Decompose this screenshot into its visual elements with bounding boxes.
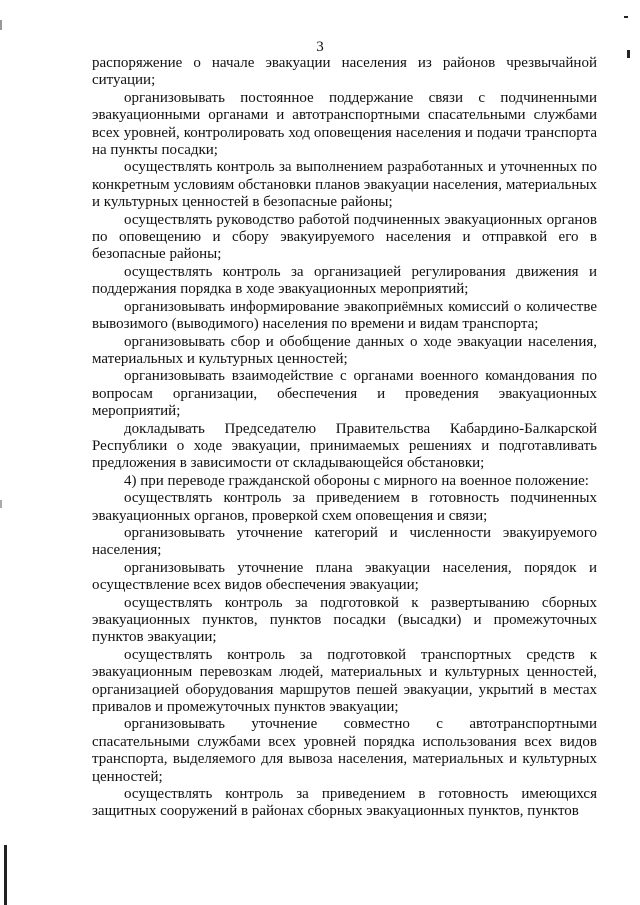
- paragraph: осуществлять контроль за подготовкой к развертыванию сборных эвакуационных пунктов, пунктов посадки (высадки) и промежуточных пунктов эвакуации;: [92, 594, 597, 646]
- paragraph: докладывать Председателю Правительства Кабардино-Балкарской Республики о ходе эвакуации, принимаемых решениях и подготавливать предложения в зависимости от складывающейся обстановки;: [92, 420, 597, 472]
- document-body: [92, 55, 597, 821]
- paragraph: организовывать сбор и обобщение данных о ходе эвакуации населения, материальных и культурных ценностей;: [92, 333, 597, 367]
- scan-edge-mark: [0, 20, 2, 30]
- paragraph: осуществлять руководство работой подчиненных эвакуационных органов по оповещению и сбору эвакуируемого населения и отправкой его в безопасные районы;: [92, 211, 597, 263]
- paragraph: осуществлять контроль за выполнением разработанных и уточненных по конкретным условиям обстановки планов эвакуации населения, материальных и культурных ценностей в безопасные районы;: [92, 159, 597, 211]
- list-item-heading: 4) при переводе гражданской обороны с мирного на военное положение:: [124, 472, 589, 489]
- paragraph: осуществлять контроль за организацией регулирования движения и поддержания порядка в ходе эвакуационных мероприятий;: [92, 263, 597, 298]
- paragraph: организовывать уточнение категорий и численности эвакуируемого населения;: [92, 524, 597, 559]
- scan-edge-mark: [4, 845, 7, 905]
- scan-edge-mark: [627, 50, 630, 58]
- paragraph: осуществлять контроль за приведением в готовность подчиненных эвакуационных органов, проверкой схем оповещения и связи;: [92, 490, 597, 524]
- paragraph: организовывать постоянное поддержание связи с подчиненными эвакуационными органами и автотранспортными спасательными службами всех уровней, контролировать ход оповещения населения и подачи транспорта на пункты посадки;: [92, 89, 597, 159]
- paragraph: распоряжение о начале эвакуации населения из районов чрезвычайной ситуации;: [92, 55, 597, 89]
- scan-edge-mark: [624, 16, 628, 18]
- paragraph: осуществлять контроль за приведением в готовность имеющихся защитных сооружений в районах сборных эвакуационных пунктов, пунктов: [92, 786, 597, 820]
- paragraph: организовывать уточнение совместно с автотранспортными спасательными службами всех уровней порядка использования всех видов транспорта, выделяемого для вывоза населения, материальных и культурных ценностей;: [92, 716, 597, 785]
- paragraph: организовывать взаимодействие с органами военного командования по вопросам организации, обеспечения и проведения эвакуационных мероприятий;: [92, 368, 597, 420]
- paragraph: организовывать уточнение плана эвакуации населения, порядок и осуществление всех видов обеспечения эвакуации;: [92, 559, 597, 594]
- paragraph: организовывать информирование эвакоприёмных комиссий о количестве вывозимого (выводимого) населения по времени и видам транспорта;: [92, 298, 597, 333]
- paragraph: осуществлять контроль за подготовкой транспортных средств к эвакуационным перевозкам людей, материальных и культурных ценностей, организацией оборудования маршрутов пешей эвакуации, укрытий в местах привалов и промежуточных пунктов эвакуации;: [92, 646, 597, 716]
- page-number: 3: [316, 39, 324, 55]
- scan-edge-mark: [0, 500, 2, 508]
